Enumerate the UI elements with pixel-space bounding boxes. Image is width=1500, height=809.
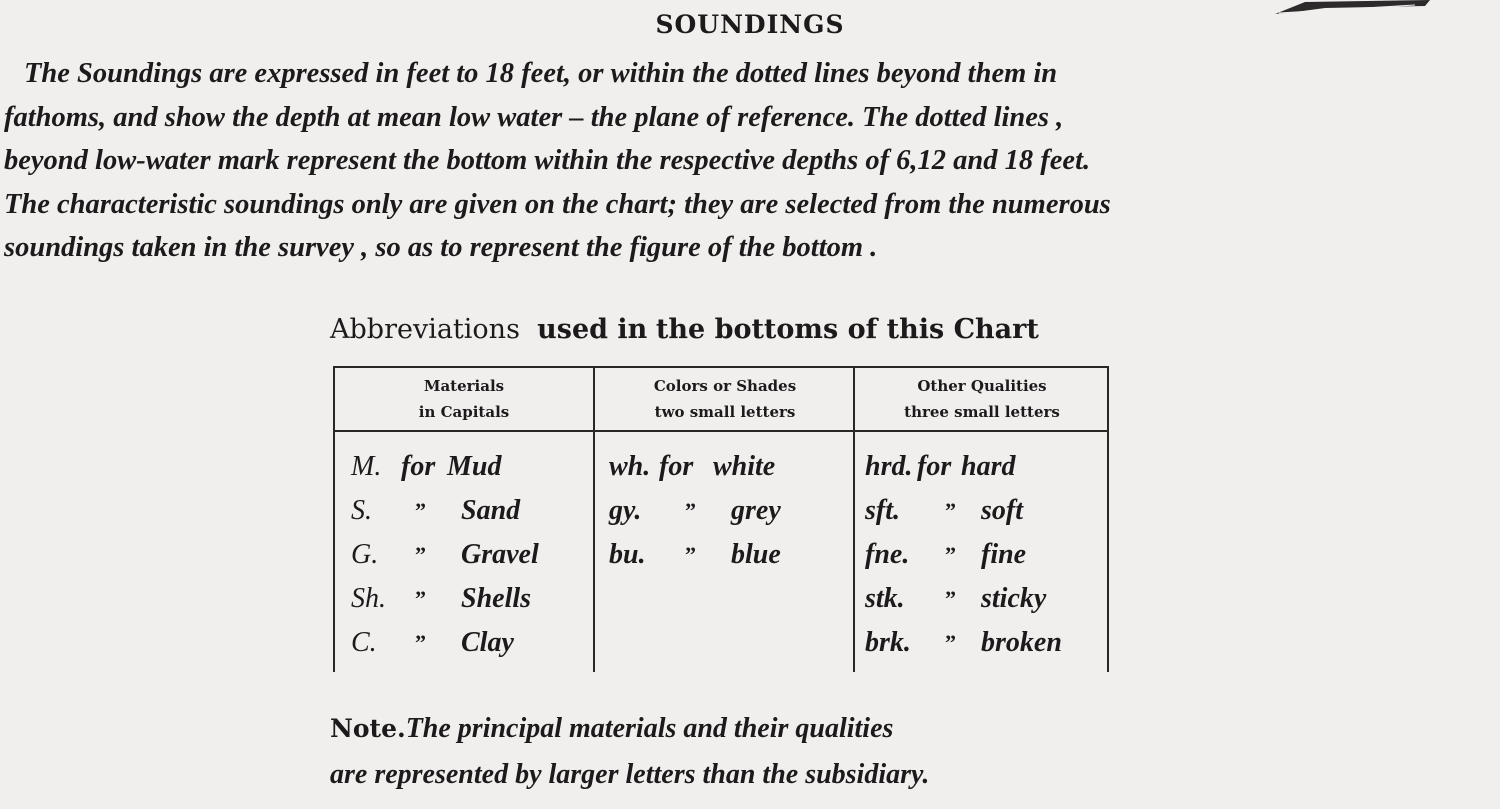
table-title-part: used in [537,314,648,345]
table-row [855,621,1109,665]
abbreviation: stk. [865,583,905,614]
table-row [855,577,1109,621]
meaning: grey [731,495,781,526]
abbreviation: sft. [865,495,900,526]
table-row [335,533,593,577]
paragraph-line: The characteristic soundings only are given on the chart; they are selected from the numerous [4,188,1111,220]
abbreviation: brk. [865,627,911,658]
for-word: for [917,451,952,482]
column-header-line: Other Qualities [917,377,1047,395]
meaning: Sand [461,495,521,526]
abbreviation: C. [351,627,377,658]
abbreviations-table [333,366,1109,672]
abbreviation: wh. [609,451,651,482]
ditto-mark: ” [415,630,426,655]
materials-column [335,368,593,672]
note-block [330,705,1230,798]
note-label: Note. [330,714,406,743]
ditto-mark: ” [415,542,426,567]
colors-column [593,368,855,672]
meaning: Gravel [461,539,539,570]
column-header [855,368,1109,432]
abbreviation: S. [351,495,372,526]
ditto-mark: ” [945,542,956,567]
paragraph-line: The Soundings are expressed in feet to 18 feet, or within the dotted lines beyond them in [24,58,1058,89]
column-header-line: Materials [423,377,505,395]
paragraph-line: soundings taken in the survey , so as to represent the figure of the bottom . [4,232,878,263]
column-header-line: two small letters [654,403,796,421]
meaning: Shells [461,583,532,614]
abbreviation: gy. [609,495,642,526]
ditto-mark: ” [945,586,956,611]
meaning: white [713,451,776,482]
meaning: soft [981,495,1023,526]
note-line [330,705,1230,752]
qualities-column [853,368,1109,672]
table-row [855,533,1109,577]
page-title: SOUNDINGS [655,10,845,39]
ditto-mark: ” [685,542,696,567]
table-row [855,445,1109,489]
note-line: are represented by larger letters than the subsidiary. [330,759,930,790]
column-header-line: Colors or Shades [653,377,797,395]
for-word: for [401,451,436,482]
abbreviation: Sh. [351,583,386,614]
table-row [595,489,855,533]
column-header-line: three small letters [904,403,1060,421]
table-row [595,445,855,489]
table-row [855,489,1109,533]
abbreviation: G. [351,539,379,570]
abbreviation: hrd. [865,451,913,482]
paragraph-line: fathoms, and show the depth at mean low water – the plane of reference. The dotted lines , [4,101,1064,133]
meaning: hard [961,451,1016,482]
ditto-mark: ” [945,498,956,523]
meaning: fine [981,539,1027,570]
table-row [335,621,593,665]
ditto-mark: ” [945,630,956,655]
column-header [595,368,855,432]
meaning: Mud [447,451,502,482]
paragraph-line: beyond low-water mark represent the bottom within the respective depths of 6,12 and 18 feet. [4,145,1091,176]
soundings-paragraph [4,52,1498,270]
table-title-part: the bottoms of this Chart [655,314,1039,345]
table-row [335,489,593,533]
column-header-line: in Capitals [418,403,510,421]
table-row [335,445,593,489]
for-word: for [659,451,694,482]
ditto-mark: ” [415,586,426,611]
meaning: blue [731,539,781,570]
ditto-mark: ” [685,498,696,523]
abbreviation: fne. [865,539,910,570]
note-text: The principal materials and their qualities [405,713,894,744]
ditto-mark: ” [415,498,426,523]
table-row [595,533,855,577]
column-header [335,368,593,432]
abbreviation: M. [351,451,382,482]
meaning: broken [981,627,1062,658]
table-title [330,314,1140,345]
table-row [335,577,593,621]
meaning: Clay [461,627,514,658]
meaning: sticky [981,583,1047,614]
table-title-part: Abbreviations [330,314,520,345]
abbreviation: bu. [609,539,646,570]
